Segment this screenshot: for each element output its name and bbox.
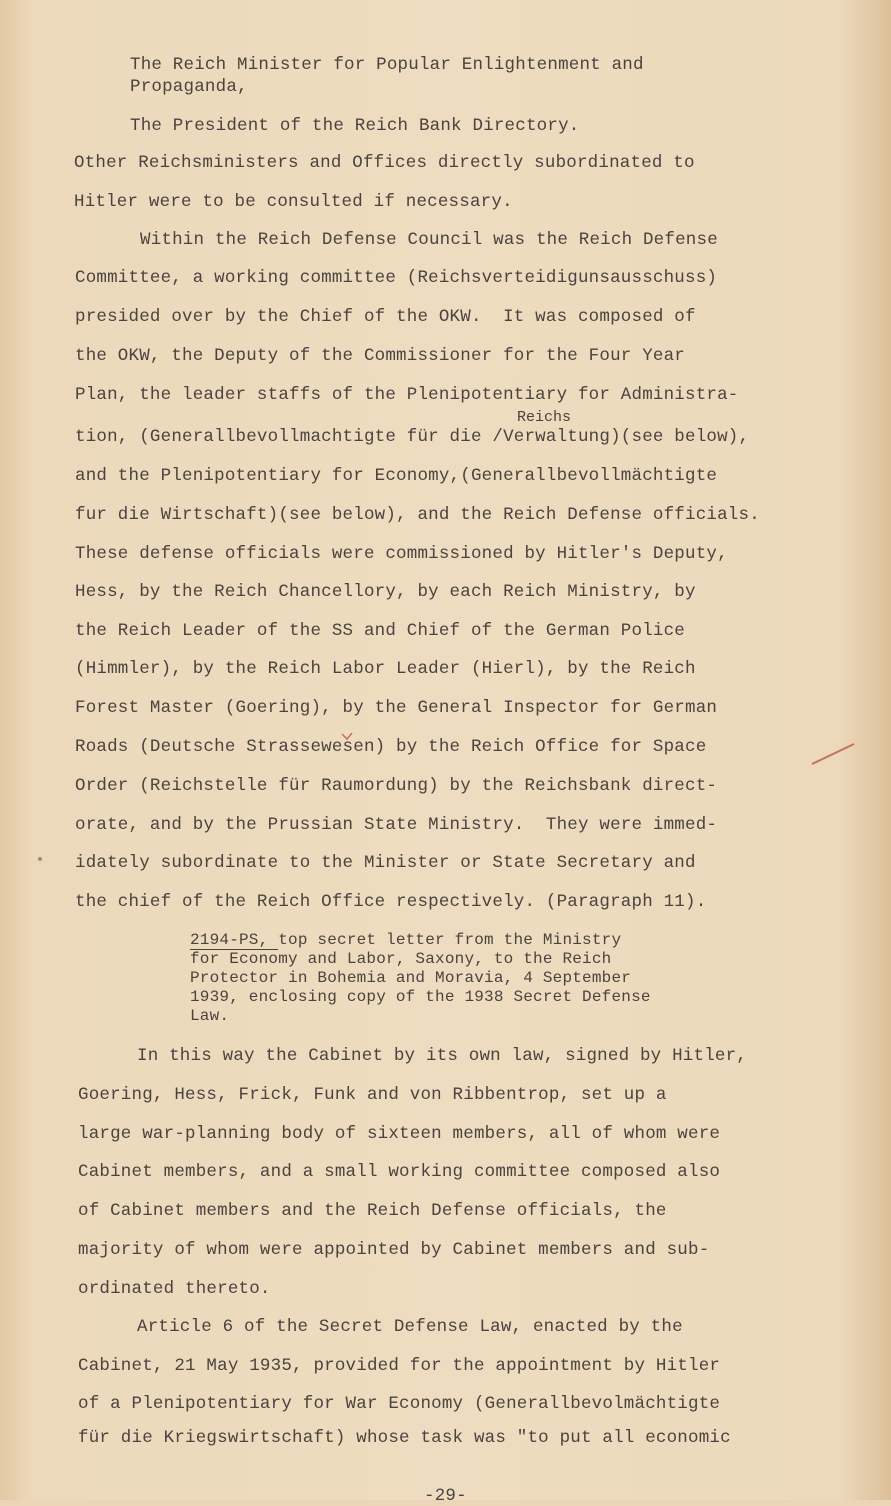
text-line: Plan, the leader staffs of the Plenipotentiary for Administra- <box>75 385 739 405</box>
text-line: Article 6 of the Secret Defense Law, enacted by the <box>137 1317 683 1337</box>
page-number: -29- <box>424 1486 467 1506</box>
text-line: The President of the Reich Bank Directory. <box>130 116 580 136</box>
text-line: Forest Master (Goering), by the General Inspector for German <box>75 698 718 718</box>
text-line: ordinated thereto. <box>78 1279 271 1299</box>
text-line: the chief of the Reich Office respectively. (Paragraph 11). <box>75 892 707 912</box>
text-line: the Reich Leader of the SS and Chief of the German Police <box>75 621 685 641</box>
text-line: (Himmler), by the Reich Labor Leader (Hierl), by the Reich <box>75 659 696 679</box>
text-line: Committee, a working committee (Reichsverteidigunsausschuss) <box>75 268 718 288</box>
citation-line: 2194-PS, top secret letter from the Ministry <box>190 931 622 949</box>
text-line: Other Reichsministers and Offices directly subordinated to <box>74 153 695 173</box>
handwritten-insertion: Reichs <box>517 409 572 426</box>
text-line: of Cabinet members and the Reich Defense officials, the <box>78 1201 667 1221</box>
text-line: majority of whom were appointed by Cabinet members and sub- <box>78 1240 710 1260</box>
text-line: Goering, Hess, Frick, Funk and von Ribbentrop, set up a <box>78 1085 667 1105</box>
red-pencil-mark-icon <box>810 738 860 768</box>
text-line: Within the Reich Defense Council was the Reich Defense <box>140 230 718 250</box>
text-line: presided over by the Chief of the OKW. It was composed of <box>75 307 696 327</box>
text-line: orate, and by the Prussian State Ministry. They were immed- <box>75 815 718 835</box>
text-line: Order (Reichstelle für Raumordung) by the Reichsbank direct- <box>75 776 718 796</box>
text-line: tion, (Generallbevollmachtigte für die /Verwaltung)(see below), <box>75 427 750 447</box>
text-line: of a Plenipotentiary for War Economy (Generallbevolmächtigte <box>78 1394 721 1414</box>
citation-block <box>190 931 651 1026</box>
text-line: The Reich Minister for Popular Enlightenment and <box>130 55 644 75</box>
red-tick-mark-icon <box>340 730 354 744</box>
citation-line: Protector in Bohemia and Moravia, 4 September <box>190 969 632 987</box>
citation-line: 1939, enclosing copy of the 1938 Secret Defense <box>190 988 651 1006</box>
text-line: In this way the Cabinet by its own law, signed by Hitler, <box>137 1046 747 1066</box>
citation-line: Law. <box>190 1007 230 1025</box>
text-line: Cabinet, 21 May 1935, provided for the appointment by Hitler <box>78 1356 721 1376</box>
text-line: These defense officials were commissioned by Hitler's Deputy, <box>75 544 728 564</box>
margin-dot <box>38 857 42 861</box>
text-line: the OKW, the Deputy of the Commissioner for the Four Year <box>75 346 685 366</box>
text-line: fur die Wirtschaft)(see below), and the Reich Defense officials. <box>75 505 760 525</box>
text-line: Roads (Deutsche Strassewesen) by the Reich Office for Space <box>75 737 707 757</box>
text-line: Hitler were to be consulted if necessary. <box>74 192 513 212</box>
text-line: Propaganda, <box>130 77 248 97</box>
text-line: Hess, by the Reich Chancellory, by each Reich Ministry, by <box>75 582 696 602</box>
citation-underline <box>190 949 278 950</box>
text-line: and the Plenipotentiary for Economy,(Generallbevollmächtigte <box>75 466 718 486</box>
text-line: Cabinet members, and a small working committee composed also <box>78 1162 721 1182</box>
text-line: idately subordinate to the Minister or State Secretary and <box>75 853 696 873</box>
text-line: large war-planning body of sixteen members, all of whom were <box>78 1124 721 1144</box>
text-line: für die Kriegswirtschaft) whose task was "to put all economic <box>78 1428 731 1448</box>
citation-line: for Economy and Labor, Saxony, to the Reich <box>190 950 612 968</box>
